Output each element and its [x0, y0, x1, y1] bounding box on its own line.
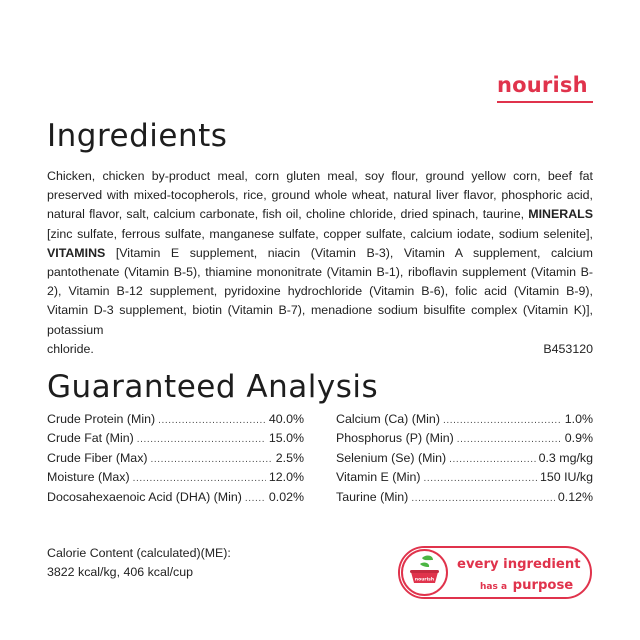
calorie-content [47, 544, 231, 582]
analysis-row [47, 431, 304, 450]
analysis-label: Crude Fat (Min) [47, 431, 134, 446]
analysis-value: 0.02% [268, 489, 304, 504]
analysis-value: 0.12% [557, 489, 593, 504]
analysis-label: Moisture (Max) [47, 470, 130, 485]
ingredients-text-a: Chicken, chicken by-product meal, corn gluten meal, soy flour, ground yellow corn, beef fat preserved with mixed-tocopherols, rice, ground whole wheat, natural liver flavor, phosphoric acid, natural flavor, salt, calcium carbonate, fish oil, choline chloride, dried spinach, taurine, [47, 169, 593, 222]
calorie-label: Calorie Content (calculated)(ME): [47, 546, 231, 560]
analysis-right-column [336, 412, 593, 509]
badge-line2-big: purpose [512, 578, 574, 593]
analysis-label: Taurine (Min) [336, 489, 409, 504]
analysis-row [47, 451, 304, 470]
analysis-label: Crude Protein (Min) [47, 412, 156, 426]
analysis-label: Phosphorus (P) (Min) [336, 431, 454, 446]
analysis-value: 1.0% [564, 412, 593, 426]
analysis-value: 15.0% [268, 431, 304, 446]
analysis-label: Docosahexaenoic Acid (DHA) (Min) [47, 489, 242, 504]
brand-underline [497, 101, 593, 103]
product-code: B453120 [543, 341, 593, 356]
analysis-value: 0.3 mg/kg [538, 450, 593, 465]
analysis-left-column [47, 412, 304, 509]
dot-leader [137, 434, 266, 445]
dot-leader [133, 473, 266, 484]
dot-leader [151, 454, 273, 465]
ingredients-text-b: [zinc sulfate, ferrous sulfate, manganese sulfate, copper sulfate, calcium iodate, sodium selenite], [47, 226, 593, 241]
calorie-value: 3822 kcal/kg, 406 kcal/cup [47, 565, 194, 579]
analysis-label: Crude Fiber (Max) [47, 450, 148, 465]
analysis-value: 150 IU/kg [539, 470, 593, 485]
analysis-row [47, 470, 304, 489]
badge-line1: every ingredient [457, 557, 581, 572]
analysis-row [336, 451, 593, 470]
analysis-value: 0.9% [564, 431, 593, 446]
ingredients-heading: Ingredients [47, 118, 228, 154]
ingredients-text-last: chloride. [47, 341, 94, 356]
dot-leader [449, 454, 535, 465]
minerals-label: MINERALS [528, 207, 593, 222]
analysis-row [336, 412, 593, 431]
analysis-row [336, 431, 593, 450]
ingredients-last-line [47, 340, 593, 359]
analysis-label: Calcium (Ca) (Min) [336, 412, 440, 426]
dot-leader [457, 434, 562, 445]
badge-line2-small: has a [480, 582, 508, 592]
analysis-value: 40.0% [268, 412, 304, 426]
analysis-row [336, 470, 593, 489]
dot-leader [411, 493, 555, 504]
vitamins-label: VITAMINS [47, 245, 106, 260]
svg-text:nourish: nourish [414, 577, 435, 583]
analysis-heading: Guaranteed Analysis [47, 369, 379, 405]
analysis-row [47, 490, 304, 509]
pet-bowl-icon [400, 548, 449, 597]
ingredients-text-c: [Vitamin E supplement, niacin (Vitamin B-3), Vitamin A supplement, calcium pantothenate (Vitamin B-5), thiamine mononitrate (Vitamin B-1), riboflavin supplement (Vitamin B-2), Vitamin B-12 supplement, pyridoxine hydrochloride (Vitamin B-6), folic acid (Vitamin B-9), Vitamin D-3 supplement, biotin (Vitamin B-7), menadione sodium bisulfite complex (Vitamin K)], potassium [47, 245, 593, 337]
analysis-label: Selenium (Se) (Min) [336, 450, 447, 465]
dot-leader [443, 415, 562, 426]
ingredients-text [47, 167, 593, 359]
dot-leader [158, 415, 266, 426]
badge-line2 [480, 574, 573, 593]
analysis-row [47, 412, 304, 431]
analysis-value: 2.5% [275, 450, 304, 465]
analysis-value: 12.0% [268, 470, 304, 485]
dot-leader [245, 493, 266, 504]
analysis-label: Vitamin E (Min) [336, 470, 421, 485]
brand-logo: nourish [497, 73, 588, 97]
purpose-badge [398, 546, 592, 599]
analysis-row [336, 490, 593, 509]
dot-leader [423, 473, 536, 484]
